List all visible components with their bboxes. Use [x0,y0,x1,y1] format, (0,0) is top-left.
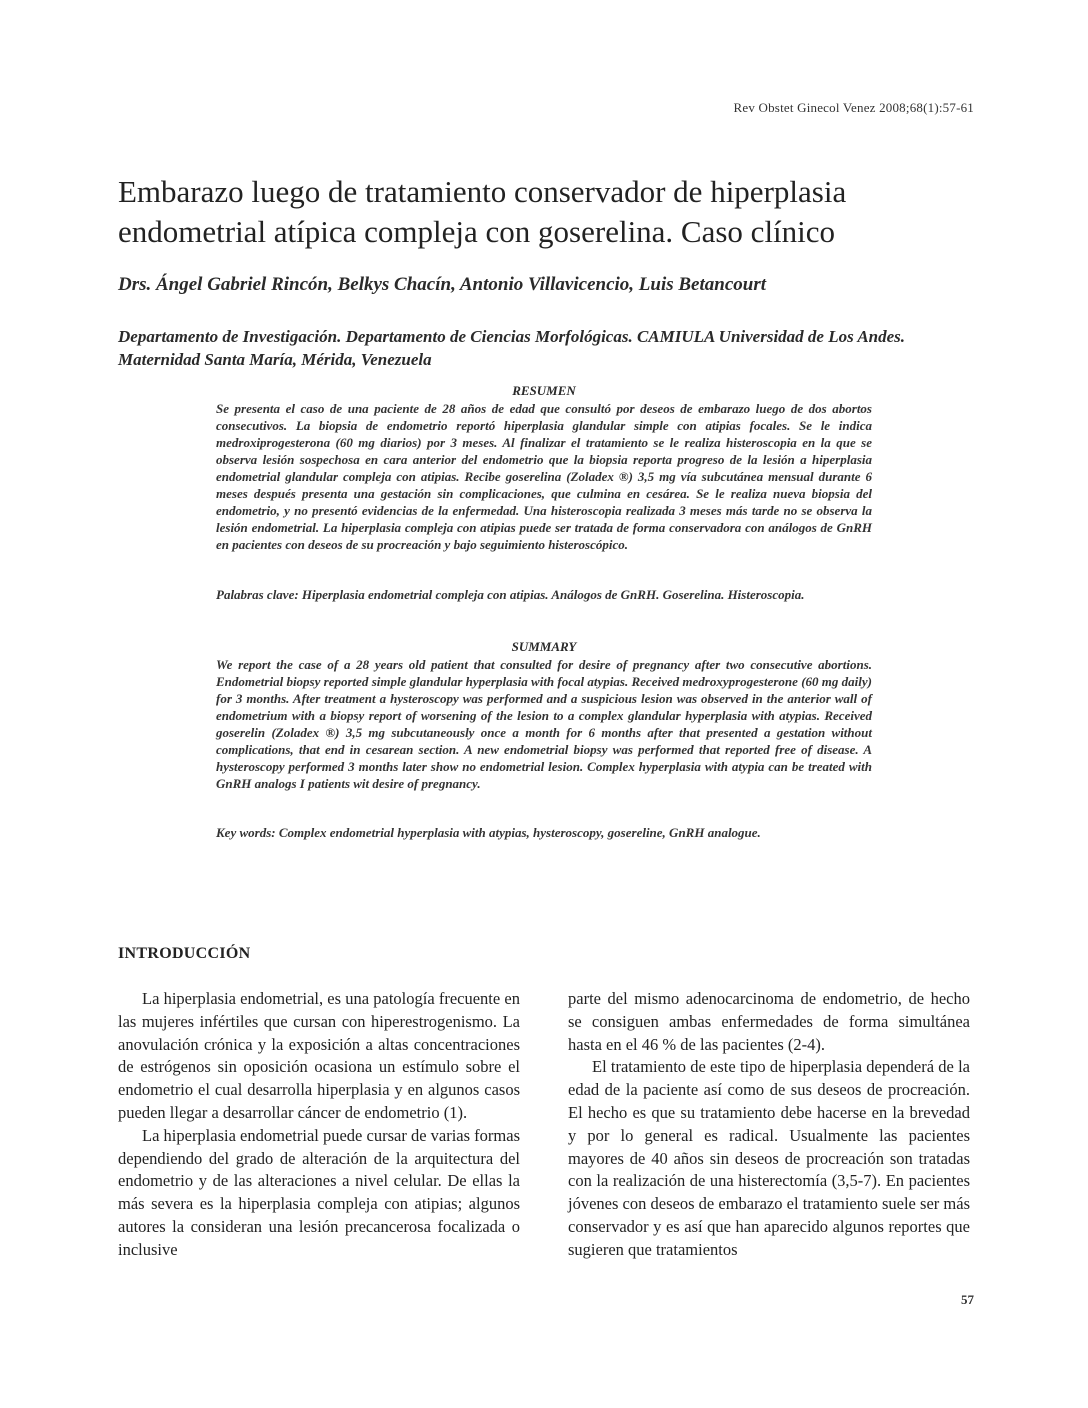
summary-keywords: Key words: Complex endometrial hyperplasia with atypias, hysteroscopy, gosereline, GnRH analogue. [216,825,761,840]
article-title: Embarazo luego de tratamiento conservador de hiperplasia endometrial atípica compleja con goserelina. Caso clínico [118,174,847,249]
summary-text: We report the case of a 28 years old patient that consulted for desire of pregnancy after two consecutive abortions. Endometrial biopsy reported simple glandular hyperplasia with focal atypias. Received medroxyprogesterone (60 mg daily) for 3 months. After treatment a hysteroscopy was performed and a suspicious lesion was observed in the anterior wall of endometrium with a biopsy report of worsening of the lesion to a complex glandular hyperplasia with atypias. Received goserelin (Zoladex ®) 3,5 mg subcutaneously once a month for 6 months after that presented a gestation without complications, that end in cesarean section. A new endometrial biopsy was performed that reported free of disease. A hysteroscopy performed 3 months later show no endometrial lesion. Complex hyperplasia with atypia can be treated with GnRH analogs I patients wit desire of pregnancy. [216,657,872,791]
left-column [118,988,520,1262]
journal-reference: Rev Obstet Ginecol Venez 2008;68(1):57-61 [733,100,974,115]
resumen-text: Se presenta el caso de una paciente de 28 años de edad que consultó por deseos de embarazo luego de dos abortos consecutivos. La biopsia de endometrio reportó hiperplasia glandular simple con atipias focales. Se le indica medroxiprogesterona (60 mg diarios) por 3 meses. Al finalizar el tratamiento se le realiza histeroscopia en la que se observa lesión sospechosa en cara anterior del endometrio que la biopsia reporta progreso de la lesión a hiperplasia endometrial glandular compleja con atipias. Recibe goserelina (Zoladex ®) 3,5 mg vía subcutánea mensual durante 6 meses después presenta una gestación sin complicaciones, que culmina en cesárea. Se le realiza nueva biopsia del endometrio, y no presentó evidencias de la enfermedad. Una histeroscopia realizada 3 meses más tarde no se observa la lesión endometrial. La hiperplasia compleja con atipias puede ser tratada de forma conservadora con análogos de GnRH en pacientes con deseos de su procreación y bajo seguimiento histeroscópico. [216,401,872,552]
summary-heading: SUMMARY [511,639,577,654]
resumen-keywords: Palabras clave: Hiperplasia endometrial compleja con atipias. Análogos de GnRH. Goserelina. Histeroscopia. [216,587,805,602]
right-column [568,988,970,1262]
authors: Drs. Ángel Gabriel Rincón, Belkys Chacín, Antonio Villavicencio, Luis Betancourt [118,274,767,295]
introduction-heading: INTRODUCCIÓN [118,945,251,962]
resumen-heading: RESUMEN [512,383,576,398]
intro-paragraph: La hiperplasia endometrial puede cursar de varias formas dependiendo del grado de alteración de la arquitectura del endometrio y de las alteraciones a nivel celular. De ellas la más severa es la hiperplasia compleja con atipias; algunos autores la consideran una lesión precancerosa focalizada o inclusive [118,1125,520,1259]
intro-paragraph: parte del mismo adenocarcinoma de endometrio, de hecho se consiguen ambas enfermedades de forma simultánea hasta en el 46 % de las pacientes (2-4). [568,989,970,1054]
affiliation: Departamento de Investigación. Departamento de Ciencias Morfológicas. CAMIULA Universidad de Los Andes. Maternidad Santa María, Mérida, Venezuela [118,327,906,369]
intro-paragraph: El tratamiento de este tipo de hiperplasia dependerá de la edad de la paciente así como de sus deseos de procreación. El hecho es que su tratamiento debe hacerse en la brevedad y por lo general es radical. Usualmente las pacientes mayores de 40 años sin deseos de procreación son tratadas con la realización de una histerectomía (3,5-7). En pacientes jóvenes con deseos de embarazo el tratamiento suele ser más conservador y es así que han aparecido algunos reportes que sugieren que tratamientos [568,1057,970,1259]
page-number: 57 [961,1292,974,1307]
intro-paragraph: La hiperplasia endometrial, es una patología frecuente en las mujeres infértiles que cursan con hiperestrogenismo. La anovulación crónica y la exposición a altas concentraciones de estrógenos sin oposición ocasiona un estímulo sobre el endometrio el cual desarrolla hiperplasia y en algunos casos pueden llegar a desarrollar cáncer de endometrio (1). [118,989,520,1122]
